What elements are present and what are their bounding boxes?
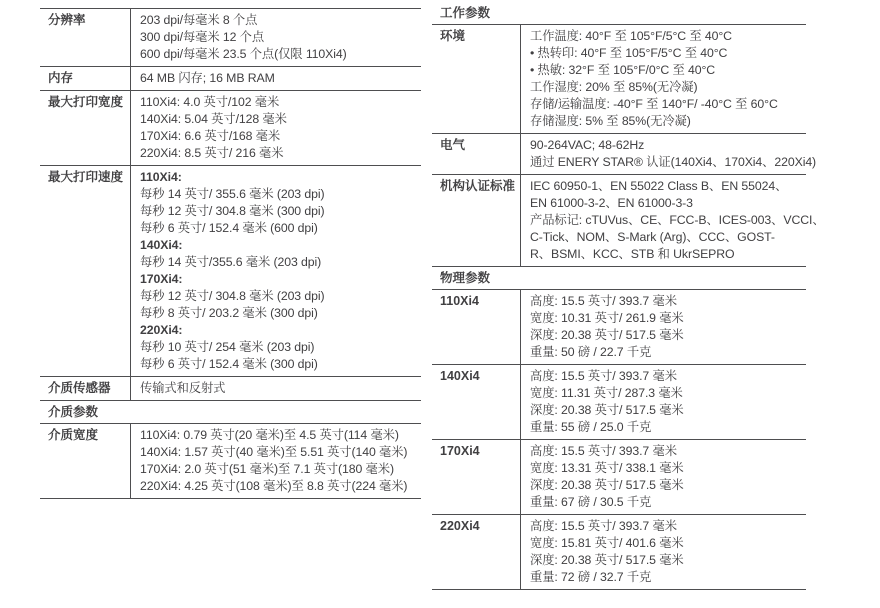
- table-row: [432, 290, 806, 365]
- spec-label: 分辨率: [48, 13, 86, 27]
- spec-line: 600 dpi/每毫米 23.5 个点(仅限 110Xi4): [140, 47, 347, 61]
- spec-label: 170Xi4: [440, 444, 480, 458]
- spec-value: [130, 166, 421, 376]
- spec-line: 140Xi4:: [140, 238, 183, 252]
- spec-line: 宽度: 15.81 英寸/ 401.6 毫米: [530, 536, 684, 550]
- spec-line: 深度: 20.38 英寸/ 517.5 毫米: [530, 478, 684, 492]
- spec-line: 宽度: 10.31 英寸/ 261.9 毫米: [530, 311, 684, 325]
- spec-label: 电气: [440, 138, 466, 152]
- table-row: [432, 440, 806, 515]
- spec-line: 170Xi4: 2.0 英寸(51 毫米)至 7.1 英寸(180 毫米): [140, 462, 394, 476]
- spec-line: 64 MB 闪存; 16 MB RAM: [140, 71, 275, 85]
- spec-line: 重量: 55 磅 / 25.0 千克: [530, 420, 652, 434]
- spec-label: 最大打印宽度: [48, 95, 124, 109]
- spec-line: 存储湿度: 5% 至 85%(无冷凝): [530, 114, 691, 128]
- spec-line: 通过 ENERY STAR® 认证(140Xi4、170Xi4、220Xi4): [530, 155, 817, 169]
- spec-value: [130, 67, 421, 90]
- table-row: [432, 515, 806, 590]
- spec-line: 工作湿度: 20% 至 85%(无冷凝): [530, 80, 698, 94]
- spec-line: EN 61000-3-2、EN 61000-3-3: [530, 196, 693, 210]
- spec-line: IEC 60950-1、EN 55022 Class B、EN 55024、: [530, 179, 788, 193]
- spec-line: 220Xi4: 8.5 英寸/ 216 毫米: [140, 146, 284, 160]
- spec-line: 每秒 8 英寸/ 203.2 毫米 (300 dpi): [140, 306, 318, 320]
- spec-line: 存储/运输温度: -40°F 至 140°F/ -40°C 至 60°C: [530, 97, 778, 111]
- table-row: [432, 25, 806, 134]
- spec-line: 每秒 6 英寸/ 152.4 毫米 (600 dpi): [140, 221, 318, 235]
- spec-value: [520, 440, 806, 514]
- table-row: [40, 377, 421, 401]
- table-row: [40, 67, 421, 91]
- spec-line: 140Xi4: 5.04 英寸/128 毫米: [140, 112, 287, 126]
- spec-line: 110Xi4:: [140, 170, 182, 184]
- spec-line: 宽度: 11.31 英寸/ 287.3 毫米: [530, 386, 683, 400]
- spec-label: 最大打印速度: [48, 170, 124, 184]
- spec-label: 220Xi4: [440, 519, 480, 533]
- spec-label: 介质传感器: [48, 381, 111, 395]
- spec-table-left: [40, 8, 421, 499]
- spec-line: 高度: 15.5 英寸/ 393.7 毫米: [530, 444, 677, 458]
- spec-line: 170Xi4:: [140, 272, 183, 286]
- spec-line: 300 dpi/每毫米 12 个点: [140, 30, 265, 44]
- spec-value: [520, 25, 806, 133]
- spec-line: 每秒 6 英寸/ 152.4 毫米 (300 dpi): [140, 357, 318, 371]
- spec-value: [520, 175, 825, 266]
- spec-line: 传输式和反射式: [140, 381, 226, 395]
- spec-line: 重量: 67 磅 / 30.5 千克: [530, 495, 652, 509]
- spec-value: [520, 515, 806, 589]
- spec-label: 介质宽度: [48, 428, 99, 442]
- table-row: [432, 365, 806, 440]
- spec-line: 170Xi4: 6.6 英寸/168 毫米: [140, 129, 281, 143]
- spec-value: [520, 365, 806, 439]
- table-row: [40, 166, 421, 377]
- spec-value: [130, 377, 421, 400]
- spec-line: 重量: 72 磅 / 32.7 千克: [530, 570, 652, 584]
- spec-line: 每秒 12 英寸/ 304.8 毫米 (203 dpi): [140, 289, 325, 303]
- table-row: [432, 175, 825, 267]
- spec-line: 203 dpi/每毫米 8 个点: [140, 13, 258, 27]
- spec-line: 深度: 20.38 英寸/ 517.5 毫米: [530, 403, 684, 417]
- spec-line: 90-264VAC; 48-62Hz: [530, 138, 645, 152]
- spec-line: 高度: 15.5 英寸/ 393.7 毫米: [530, 294, 677, 308]
- spec-label: 110Xi4: [440, 294, 479, 308]
- spec-value: [520, 290, 806, 364]
- spec-line: 每秒 14 英寸/ 355.6 毫米 (203 dpi): [140, 187, 325, 201]
- spec-line: 220Xi4:: [140, 323, 183, 337]
- spec-line: 深度: 20.38 英寸/ 517.5 毫米: [530, 328, 684, 342]
- section-header: 物理参数: [432, 267, 806, 290]
- spec-label: 140Xi4: [440, 369, 480, 383]
- spec-value: [520, 134, 817, 174]
- table-row: [40, 424, 421, 499]
- spec-line: C-Tick、NOM、S-Mark (Arg)、CCC、GOST-: [530, 230, 775, 244]
- spec-line: 高度: 15.5 英寸/ 393.7 毫米: [530, 519, 677, 533]
- spec-label: 内存: [48, 71, 74, 85]
- spec-line: 110Xi4: 0.79 英寸(20 毫米)至 4.5 英寸(114 毫米): [140, 428, 399, 442]
- spec-line: • 热转印: 40°F 至 105°F/5°C 至 40°C: [530, 46, 728, 60]
- section-header: 工作参数: [432, 2, 806, 25]
- spec-line: 工作温度: 40°F 至 105°F/5°C 至 40°C: [530, 29, 732, 43]
- spec-line: R、BSMI、KCC、STB 和 UkrSEPRO: [530, 247, 735, 261]
- spec-line: • 热敏: 32°F 至 105°F/0°C 至 40°C: [530, 63, 716, 77]
- spec-line: 220Xi4: 4.25 英寸(108 毫米)至 8.8 英寸(224 毫米): [140, 479, 408, 493]
- table-row: [40, 91, 421, 166]
- spec-label: 机构认证标准: [440, 179, 516, 193]
- spec-value: [130, 91, 421, 165]
- spec-value: [130, 9, 421, 66]
- spec-line: 宽度: 13.31 英寸/ 338.1 毫米: [530, 461, 684, 475]
- spec-line: 产品标记: cTUVus、CE、FCC-B、ICES-003、VCCI、: [530, 213, 825, 227]
- spec-line: 每秒 10 英寸/ 254 毫米 (203 dpi): [140, 340, 315, 354]
- spec-line: 重量: 50 磅 / 22.7 千克: [530, 345, 652, 359]
- section-header: 介质参数: [40, 401, 421, 424]
- spec-line: 110Xi4: 4.0 英寸/102 毫米: [140, 95, 280, 109]
- spec-line: 140Xi4: 1.57 英寸(40 毫米)至 5.51 英寸(140 毫米): [140, 445, 408, 459]
- spec-line: 每秒 12 英寸/ 304.8 毫米 (300 dpi): [140, 204, 325, 218]
- table-row: [40, 9, 421, 67]
- spec-line: 高度: 15.5 英寸/ 393.7 毫米: [530, 369, 677, 383]
- spec-value: [130, 424, 421, 498]
- table-row: [432, 134, 817, 175]
- spec-table-right: [432, 2, 825, 590]
- spec-label: 环境: [440, 29, 466, 43]
- spec-line: 深度: 20.38 英寸/ 517.5 毫米: [530, 553, 684, 567]
- spec-line: 每秒 14 英寸/355.6 毫米 (203 dpi): [140, 255, 322, 269]
